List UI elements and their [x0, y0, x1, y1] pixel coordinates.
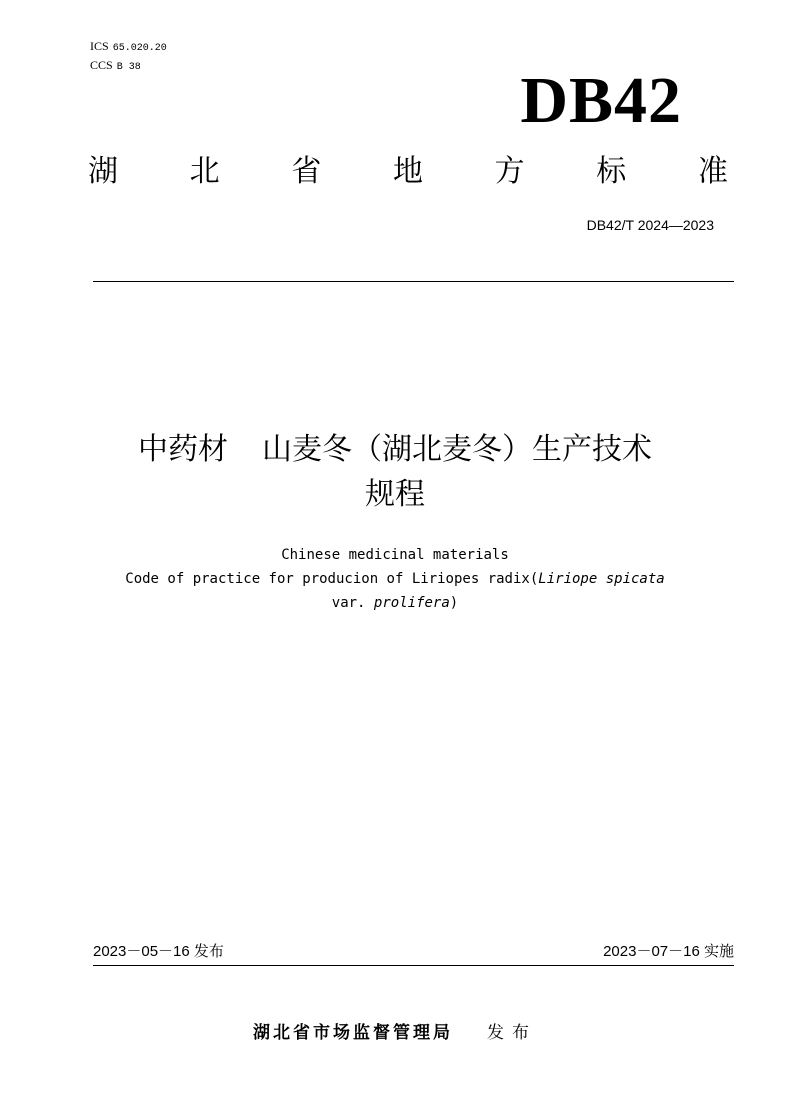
ccs-code	[90, 57, 167, 76]
title-line-1	[0, 429, 790, 471]
standard-type-char: 准	[697, 154, 728, 189]
standard-logo: DB42	[520, 64, 682, 137]
standard-type-char: 北	[189, 154, 220, 189]
ics-label: ICS	[90, 39, 109, 53]
english-title-line-3	[0, 591, 790, 615]
publisher-name: 湖北省市场监督管理局	[253, 1023, 453, 1043]
standard-type-char: 方	[494, 154, 525, 189]
standard-type-char: 地	[392, 154, 423, 189]
english-title-text: )	[449, 595, 459, 611]
english-title-text: Code of practice for producion of Liriopes radix(	[125, 571, 539, 587]
title-part-2: 山麦冬（湖北麦冬）生产技术	[262, 432, 652, 467]
standard-type-char: 省	[291, 154, 322, 189]
header-divider	[93, 281, 734, 282]
issue-date: 2023－05－16 发布	[93, 943, 224, 960]
ccs-label: CCS	[90, 58, 113, 72]
ics-code	[90, 38, 167, 57]
classification-codes	[90, 38, 167, 76]
english-title-line-2	[0, 567, 790, 591]
standard-number: DB42/T 2024—2023	[586, 217, 714, 233]
variety-name: prolifera	[373, 595, 450, 611]
effective-date: 2023－07－16 实施	[603, 943, 734, 960]
publish-action: 发布	[487, 1023, 537, 1043]
title-part-1: 中药材	[138, 432, 228, 467]
publisher	[0, 1018, 790, 1043]
english-title-line-1: Chinese medicinal materials	[281, 547, 509, 563]
standard-type	[88, 150, 728, 194]
footer-divider	[93, 965, 734, 966]
ics-value: 65.020.20	[112, 43, 167, 54]
species-name: Liriope spicata	[538, 571, 665, 587]
standard-type-char: 湖	[88, 154, 118, 189]
english-title-text: var.	[331, 595, 374, 611]
standard-type-char: 标	[596, 154, 627, 189]
title-line-2: 规程	[365, 477, 425, 512]
ccs-value: B 38	[116, 62, 141, 73]
